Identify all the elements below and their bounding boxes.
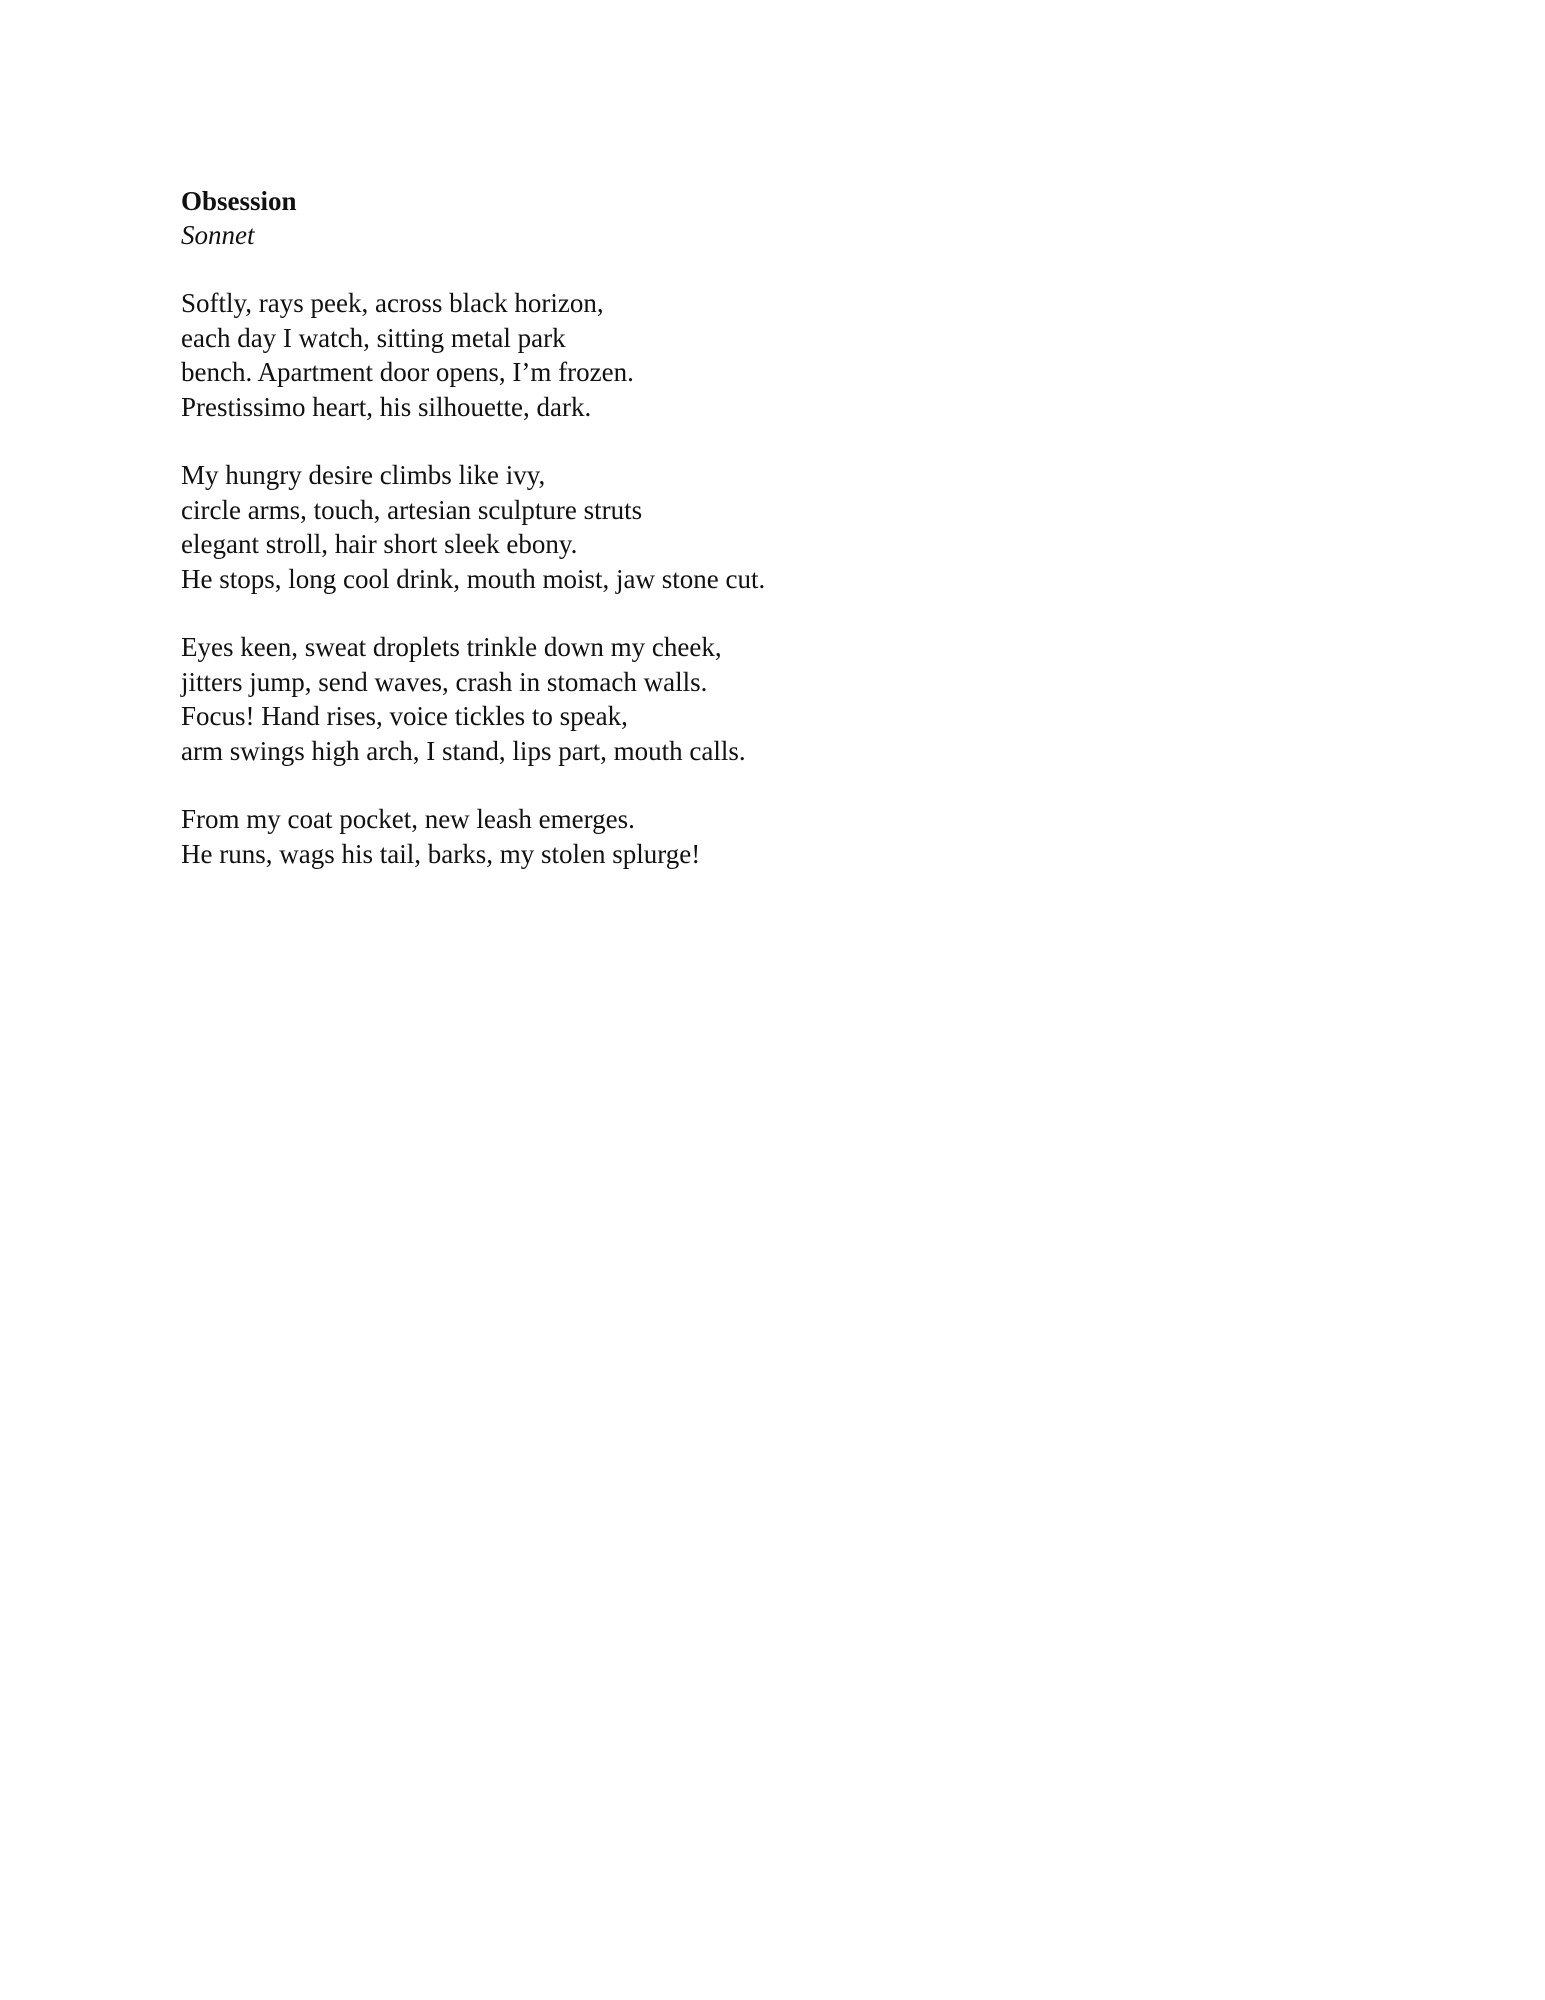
poem-line: My hungry desire climbs like ivy,	[181, 460, 546, 490]
poem-line: circle arms, touch, artesian sculpture struts	[181, 494, 643, 525]
stanza-1	[181, 286, 1181, 424]
poem-title: Obsession	[181, 186, 297, 216]
poem-line: arm swings high arch, I stand, lips part, mouth calls.	[181, 735, 746, 766]
poem-line: each day I watch, sitting metal park	[181, 322, 566, 353]
poem-line: From my coat pocket, new leash emerges.	[181, 804, 635, 834]
poem-line: Focus! Hand rises, voice tickles to speak,	[181, 701, 628, 731]
poem-line: Prestissimo heart, his silhouette, dark.	[181, 391, 592, 422]
poem	[181, 184, 1181, 871]
poem-form: Sonnet	[181, 220, 255, 250]
poem-line: bench. Apartment door opens, I’m frozen.	[181, 357, 634, 387]
stanza-4	[181, 802, 1181, 871]
poem-line: elegant stroll, hair short sleek ebony.	[181, 529, 578, 559]
poem-line: jitters jump, send waves, crash in stomach walls.	[181, 666, 708, 697]
poem-line: He runs, wags his tail, barks, my stolen splurge!	[181, 838, 701, 869]
poem-line: He stops, long cool drink, mouth moist, jaw stone cut.	[181, 563, 766, 594]
poem-line: Eyes keen, sweat droplets trinkle down my cheek,	[181, 632, 722, 662]
stanza-3	[181, 630, 1181, 768]
stanza-2	[181, 458, 1181, 596]
poem-line: Softly, rays peek, across black horizon,	[181, 288, 604, 318]
